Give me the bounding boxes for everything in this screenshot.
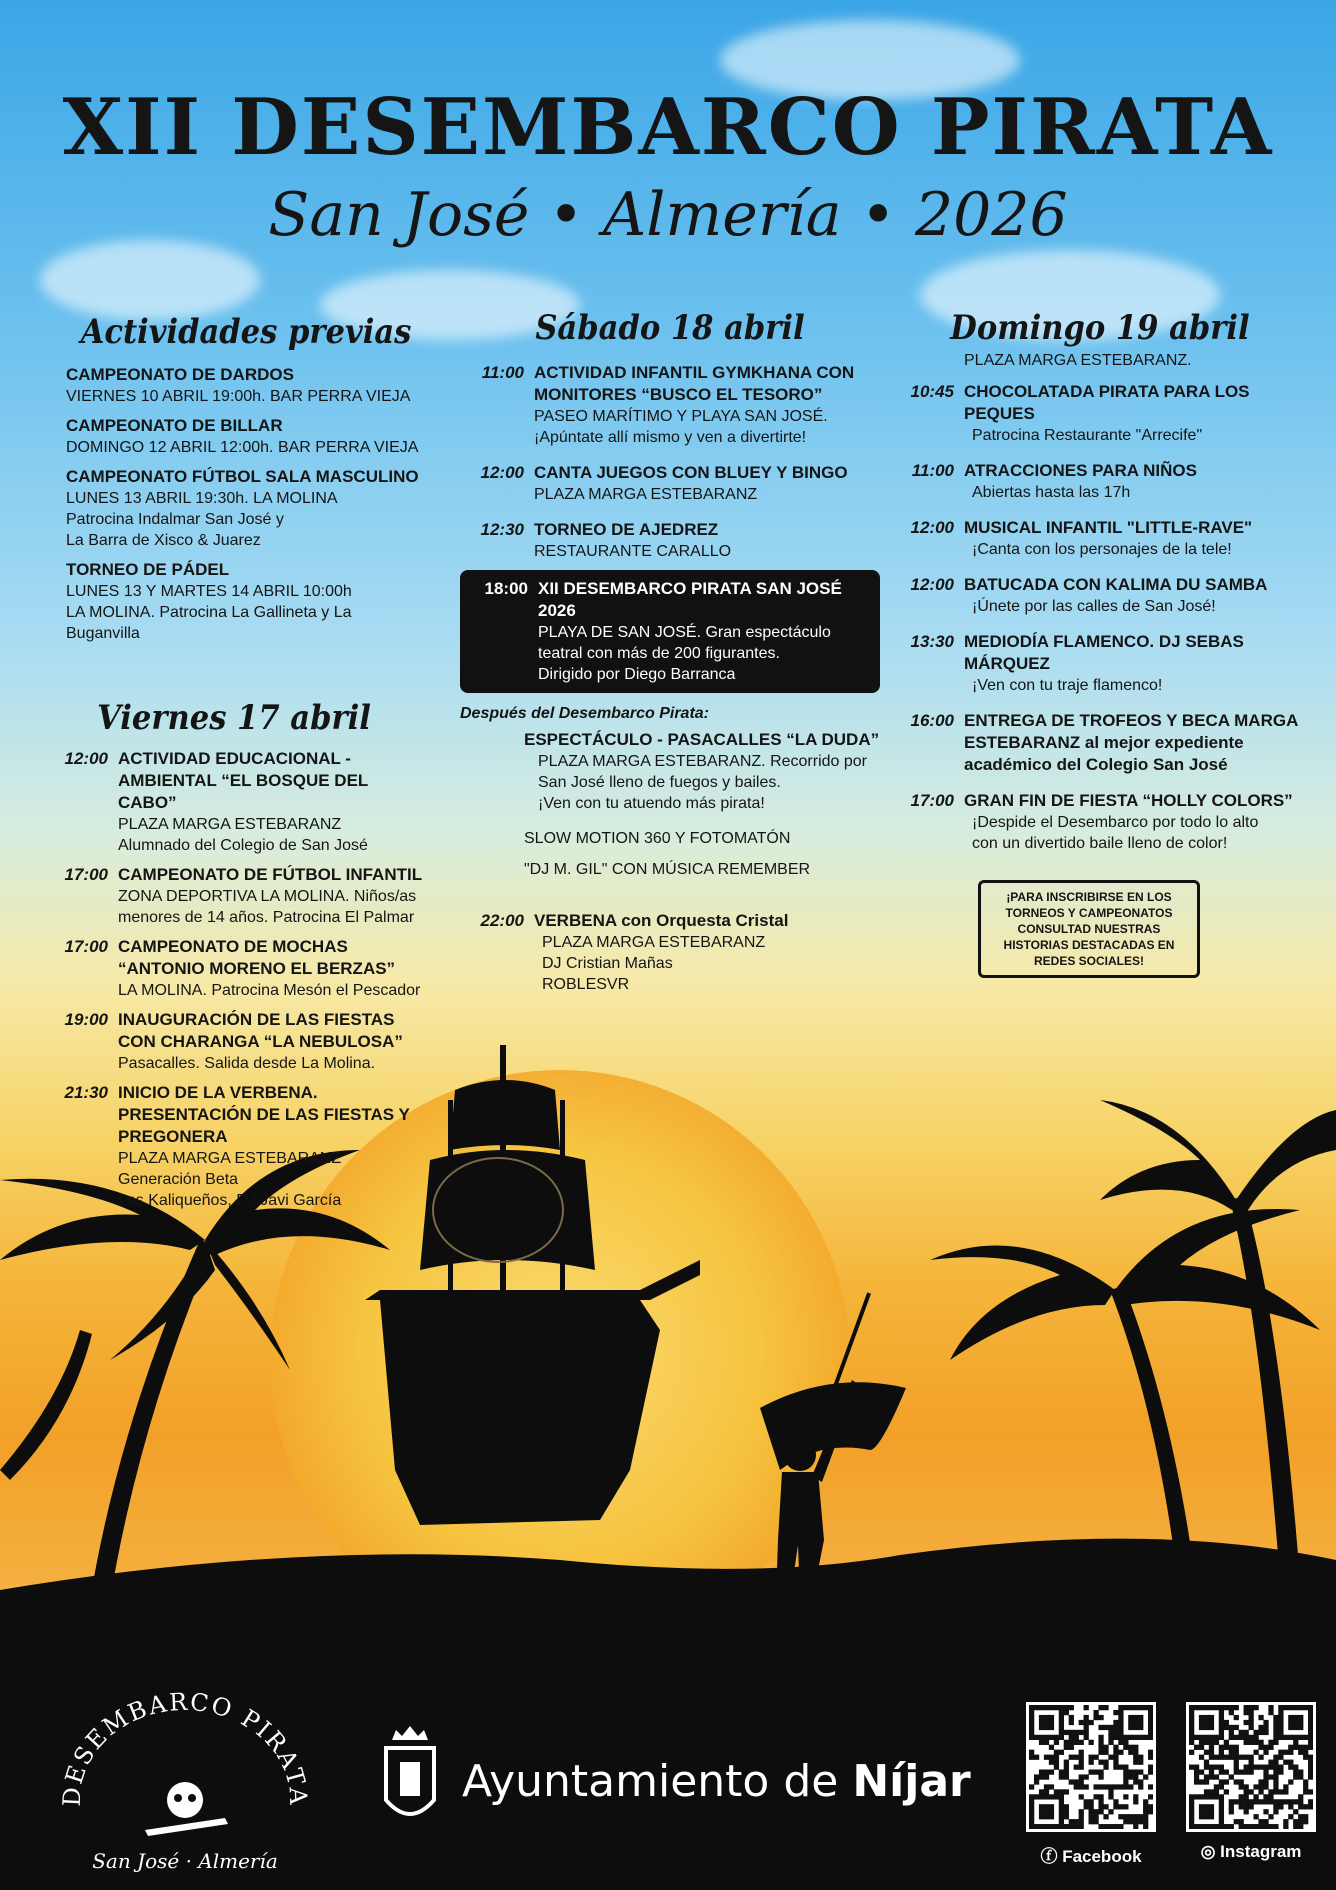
ayuntamiento-label	[462, 1756, 971, 1807]
after-desembarco-label: Después del Desembarco Pirata:	[460, 705, 709, 722]
event-title: ACTIVIDAD INFANTIL GYMKHANA CON MONITORES “BUSCO EL TESORO”	[534, 363, 855, 404]
event-time: 12:00	[910, 575, 954, 594]
event-detail: LA MOLINA. Patrocina Mesón el Pescador	[118, 982, 421, 999]
instagram-label: Instagram	[1220, 1842, 1302, 1861]
sabado-event	[460, 910, 880, 995]
sabado-event	[460, 362, 880, 448]
event-detail: San José lleno de fuegos y bailes.	[538, 774, 781, 791]
domingo-event	[890, 460, 1310, 503]
event-title: INAUGURACIÓN DE LAS FIESTAS CON CHARANGA “LA NEBULOSA”	[118, 1010, 403, 1051]
event-detail: PASEO MARÍTIMO Y PLAYA SAN JOSÉ.	[534, 408, 828, 425]
poster-title: XII DESEMBARCO PIRATA	[62, 82, 1274, 173]
event-detail: ¡Ven con tu traje flamenco!	[972, 677, 1163, 694]
domingo-event	[890, 710, 1310, 776]
event-title: TORNEO DE AJEDREZ	[534, 520, 719, 539]
instagram-link[interactable]	[1186, 1842, 1316, 1862]
event-detail: Pasacalles. Salida desde La Molina.	[118, 1055, 376, 1072]
domingo-event	[890, 790, 1310, 854]
sabado-heading: Sábado 18 abril	[535, 308, 805, 348]
domingo-event	[890, 631, 1310, 696]
event-time: 12:00	[480, 463, 524, 482]
facebook-qr-code[interactable]	[1026, 1702, 1156, 1832]
event-detail: Alumnado del Colegio de San José	[118, 837, 368, 854]
event-detail: Patrocina Restaurante "Arrecife"	[972, 427, 1203, 444]
event-title: ACTIVIDAD EDUCACIONAL - AMBIENTAL “EL BOSQUE DEL CABO”	[118, 749, 368, 812]
event-time: 18:00	[484, 579, 528, 598]
desembarco-highlight-box	[460, 570, 880, 693]
viernes-event	[44, 748, 424, 856]
event-time: 22:00	[480, 911, 524, 930]
event-time: 12:00	[910, 518, 954, 537]
event-title: CAMPEONATO DE FÚTBOL INFANTIL	[118, 865, 423, 884]
domingo-heading: Domingo 19 abril	[950, 308, 1250, 348]
viernes-heading: Viernes 17 abril	[97, 698, 371, 738]
event-title: MUSICAL INFANTIL "LITTLE-RAVE"	[964, 518, 1253, 537]
event-detail: PLAYA DE SAN JOSÉ. Gran espectáculo	[538, 624, 831, 641]
event-detail: ¡Ven con tu atuendo más pirata!	[538, 795, 765, 812]
viernes-column	[44, 698, 424, 1219]
event-time: 17:00	[910, 791, 954, 810]
event-time: 16:00	[910, 711, 954, 730]
event-time: 13:30	[910, 632, 954, 651]
ayuntamiento-name: Níjar	[852, 1756, 971, 1807]
event-detail: DJ Cristian Mañas	[542, 955, 673, 972]
event-time: 17:00	[64, 865, 108, 884]
event-detail: SLOW MOTION 360 Y FOTOMATÓN	[524, 830, 791, 847]
event-time: 17:00	[64, 937, 108, 956]
event-detail: PLAZA MARGA ESTEBARANZ. Recorrido por	[538, 753, 867, 770]
logo-subtext: San José · Almería	[92, 1849, 278, 1873]
event-title: CHOCOLATADA PIRATA PARA LOS PEQUES	[964, 382, 1250, 423]
sword-icon	[145, 1818, 228, 1836]
event-time: 10:45	[910, 382, 954, 401]
viernes-event	[44, 1082, 424, 1211]
domingo-event	[890, 381, 1310, 446]
ayuntamiento-prefix: Ayuntamiento de	[462, 1756, 853, 1807]
event-title: CAMPEONATO DE DARDOS	[66, 365, 294, 384]
viernes-event	[44, 864, 424, 928]
event-time: 19:00	[64, 1010, 108, 1029]
event-title: ESPECTÁCULO - PASACALLES “LA DUDA”	[524, 730, 880, 749]
event-detail: ZONA DEPORTIVA LA MOLINA. Niños/as	[118, 888, 417, 905]
event-title: CAMPEONATO DE MOCHAS “ANTONIO MORENO EL BERZAS”	[118, 937, 396, 978]
event-detail: PLAZA MARGA ESTEBARANZ	[534, 486, 758, 503]
sabado-column	[460, 308, 880, 1003]
event-detail: Abiertas hasta las 17h	[972, 484, 1131, 501]
facebook-link[interactable]	[1026, 1842, 1156, 1867]
previas-heading: Actividades previas	[80, 312, 412, 352]
previas-column	[66, 312, 426, 652]
event-title: INICIO DE LA VERBENA. PRESENTACIÓN DE LAS FIESTAS Y PREGONERA	[118, 1083, 410, 1146]
event-detail: Dirigido por Diego Barranca	[538, 666, 736, 683]
event-detail: ¡Únete por las calles de San José!	[972, 598, 1216, 615]
event-detail: menores de 14 años. Patrocina El Palmar	[118, 909, 415, 926]
viernes-event	[44, 1009, 424, 1074]
sabado-event	[460, 462, 880, 505]
event-title: GRAN FIN DE FIESTA “HOLLY COLORS”	[964, 791, 1293, 810]
event-detail: LUNES 13 ABRIL 19:30h. LA MOLINA	[66, 490, 338, 507]
event-title: CANTA JUEGOS CON BLUEY Y BINGO	[534, 463, 848, 482]
event-detail: RESTAURANTE CARALLO	[534, 543, 732, 560]
event-title: VERBENA con Orquesta Cristal	[534, 911, 789, 930]
event-title: TORNEO DE PÁDEL	[66, 560, 230, 579]
event-detail: PLAZA MARGA ESTEBARANZ	[118, 1150, 342, 1167]
event-title: ATRACCIONES PARA NIÑOS	[964, 461, 1197, 480]
event-time: 11:00	[911, 461, 954, 480]
event-detail: LA MOLINA. Patrocina La Gallineta y La Buganvilla	[66, 604, 352, 642]
event-time: 12:30	[480, 520, 524, 539]
event-title: CAMPEONATO FÚTBOL SALA MASCULINO	[66, 467, 419, 486]
nijar-coat-of-arms-icon	[380, 1720, 440, 1830]
after-desembarco-block	[460, 729, 880, 880]
event-time: 21:30	[64, 1083, 108, 1102]
previas-event	[66, 364, 426, 407]
facebook-icon: ⓕ	[1040, 1847, 1063, 1866]
sabado-event	[460, 519, 880, 562]
event-detail: Los Kaliqueños, DJ Javi García	[118, 1192, 342, 1209]
event-title: ENTREGA DE TROFEOS Y BECA MARGA ESTEBARANZ al mejor expediente académico del Colegio San José	[964, 711, 1298, 774]
event-title: BATUCADA CON KALIMA DU SAMBA	[964, 575, 1268, 594]
logo-arc-text: DESEMBARCO PIRATA	[57, 1690, 313, 1808]
instagram-qr-code[interactable]	[1186, 1702, 1316, 1832]
event-title: XII DESEMBARCO PIRATA SAN JOSÉ 2026	[538, 579, 842, 620]
desembarco-logo	[50, 1690, 320, 1880]
event-detail: PLAZA MARGA ESTEBARANZ	[542, 934, 766, 951]
event-time: 11:00	[481, 363, 524, 382]
registration-notice: ¡PARA INSCRIBIRSE EN LOS TORNEOS Y CAMPEONATOS CONSULTAD NUESTRAS HISTORIAS DESTACADAS EN REDES SOCIALES!	[978, 880, 1200, 978]
domingo-event	[890, 517, 1310, 560]
domingo-intro: PLAZA MARGA ESTEBARANZ.	[964, 352, 1192, 369]
event-detail: ¡Apúntate allí mismo y ven a divertirte!	[534, 429, 807, 446]
event-detail: VIERNES 10 ABRIL 19:00h. BAR PERRA VIEJA	[66, 388, 411, 405]
event-detail: "DJ M. GIL" CON MÚSICA REMEMBER	[524, 861, 811, 878]
event-time: 12:00	[64, 749, 108, 768]
poster-subtitle: San José • Almería • 2026	[268, 180, 1068, 250]
event-detail: La Barra de Xisco & Juarez	[66, 532, 261, 549]
palm-tree-right	[930, 1100, 1336, 1600]
event-title: CAMPEONATO DE BILLAR	[66, 416, 283, 435]
domingo-column	[890, 308, 1310, 978]
event-title: MEDIODÍA FLAMENCO. DJ SEBAS MÁRQUEZ	[964, 632, 1244, 673]
event-detail: teatral con más de 200 figurantes.	[538, 645, 780, 662]
event-detail: Generación Beta	[118, 1171, 239, 1188]
domingo-event	[890, 574, 1310, 617]
event-detail: LUNES 13 Y MARTES 14 ABRIL 10:00h	[66, 583, 352, 600]
skull-icon	[167, 1782, 203, 1818]
event-detail: ¡Canta con los personajes de la tele!	[972, 541, 1232, 558]
instagram-icon: ◎	[1200, 1842, 1221, 1861]
event-detail: PLAZA MARGA ESTEBARANZ	[118, 816, 342, 833]
viernes-event	[44, 936, 424, 1001]
previas-event	[66, 466, 426, 551]
event-detail: con un divertido baile lleno de color!	[972, 835, 1228, 852]
previas-event	[66, 559, 426, 644]
event-detail: ¡Despide el Desembarco por todo lo alto	[972, 814, 1259, 831]
event-detail: Patrocina Indalmar San José y	[66, 511, 284, 528]
event-detail: DOMINGO 12 ABRIL 12:00h. BAR PERRA VIEJA	[66, 439, 419, 456]
previas-event	[66, 415, 426, 458]
facebook-label: Facebook	[1062, 1847, 1142, 1866]
event-detail: ROBLESVR	[542, 976, 630, 993]
